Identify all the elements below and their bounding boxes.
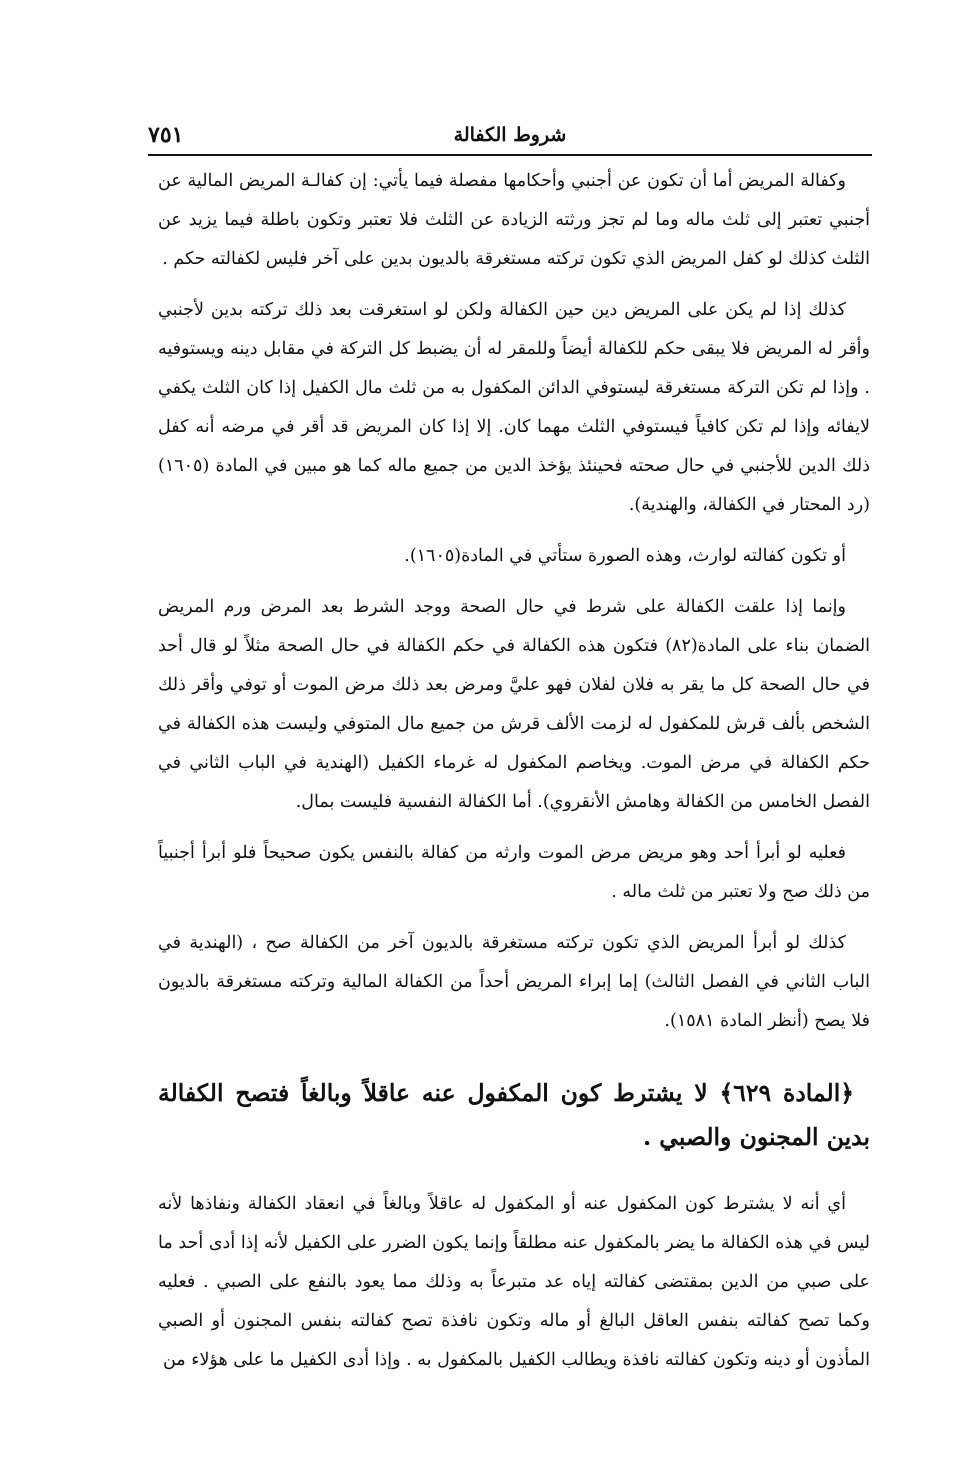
page-header (148, 118, 872, 156)
paragraph: كذلك إذا لم يكن على المريض دين حين الكفالة ولكن لو استغرقت بعد ذلك تركته بدين لأجنبي وأقر له المريض فلا يبقى حكم للكفالة أيضاً وللمقر له أن يضبط كل التركة في مقابل دينه ويستوفيه . وإذا لم تكن التركة مستغرقة ليستوفي الدائن المكفول به من ثلث مال الكفيل إذا كان الثلث يكفي لايفائه وإذا لم تكن كافياً فيستوفي الثلث مهما كان. إلا إذا كان المريض قد أقر في مرضه أنه كفل ذلك الدين للأجنبي في حال صحته فحينئذ يؤخذ الدين من جميع ماله كما هو مبين في المادة (١٦٠٥) (رد المحتار في الكفالة، والهندية). (158, 300, 870, 515)
running-title: شروط الكفالة (453, 124, 567, 146)
paragraph: أو تكون كفالته لوارث، وهذه الصورة ستأتي في المادة(١٦٠٥). (404, 546, 846, 566)
article-heading: ﴿المادة ٦٢٩﴾ لا يشترط كون المكفول عنه عاقلاً وبالغاً فتصح الكفالة بدين المجنون والصبي . (158, 1079, 870, 1151)
paragraph: وكفالة المريض أما أن تكون عن أجنبي وأحكامها مفصلة فيما يأتي: إن كفالـة المريض المالية عن أجنبي تعتبر إلى ثلث ماله وما لم تجز ورثته الزيادة عن الثلث فلا تعتبر وتكون باطلة فيما يزيد عن الثلث كذلك لو كفل المريض الذي تكون تركته مستغرقة بالديون بدين على آخر فليس لكفالته حكم . (158, 171, 870, 269)
page-number: ٧٥١ (148, 122, 184, 148)
body-text (158, 162, 870, 1392)
commentary-paragraph: أي أنه لا يشترط كون المكفول عنه أو المكفول له عاقلاً وبالغاً في انعقاد الكفالة ونفاذها لأنه ليس في هذه الكفالة ما يضر بالمكفول عنه مطلقاً وإنما يكون الضرر على الكفيل لأنه إذا أدى أحد ما على صبي من الدين بمقتضى كفالته إياه عد متبرعاً به وذلك مما يعود بالنفع على الصبي . فعليه وكما تصح كفالته بنفس العاقل البالغ أو ماله وتكون نافذة تصح كفالته بنفس المجنون أو الصبي المأذون أو دينه وتكون كفالته نافذة ويطالب الكفيل بالمكفول به . وإذا أدى الكفيل ما على هؤلاء من (158, 1194, 870, 1370)
paragraph: فعليه لو أبرأ أحد وهو مريض مرض الموت وارثه من كفالة بالنفس يكون صحيحاً فلو أبرأ أجنبياً من ذلك صح ولا تعتبر من ثلث ماله . (158, 843, 870, 902)
paragraph: وإنما إذا علقت الكفالة على شرط في حال الصحة ووجد الشرط بعد المرض ورم المريض الضمان بناء على المادة(٨٢) فتكون هذه الكفالة في حكم الكفالة في حال الصحة مثلاً لو قال أحد في حال الصحة كل ما يقر به فلان لفلان فهو عليَّ ومرض بعد ذلك مرض الموت أو توفي وأقر ذلك الشخص بألف قرش للمكفول له لزمت الألف قرش من جميع مال المتوفي وليست هذه الكفالة في حكم الكفالة في مرض الموت. ويخاصم المكفول له غرماء الكفيل (الهندية في الباب الثاني في الفصل الخامس من الكفالة وهامش الأنقروي). أما الكفالة النفسية فليست بمال. (158, 597, 871, 812)
paragraph: كذلك لو أبرأ المريض الذي تكون تركته مستغرقة بالديون آخر من الكفالة صح ، (الهندية في الباب الثاني في الفصل الثالث) إما إبراء المريض أحداً من الكفالة المالية وتركته مستغرقة بالديون فلا يصح (أنظر المادة ١٥٨١). (158, 933, 870, 1031)
